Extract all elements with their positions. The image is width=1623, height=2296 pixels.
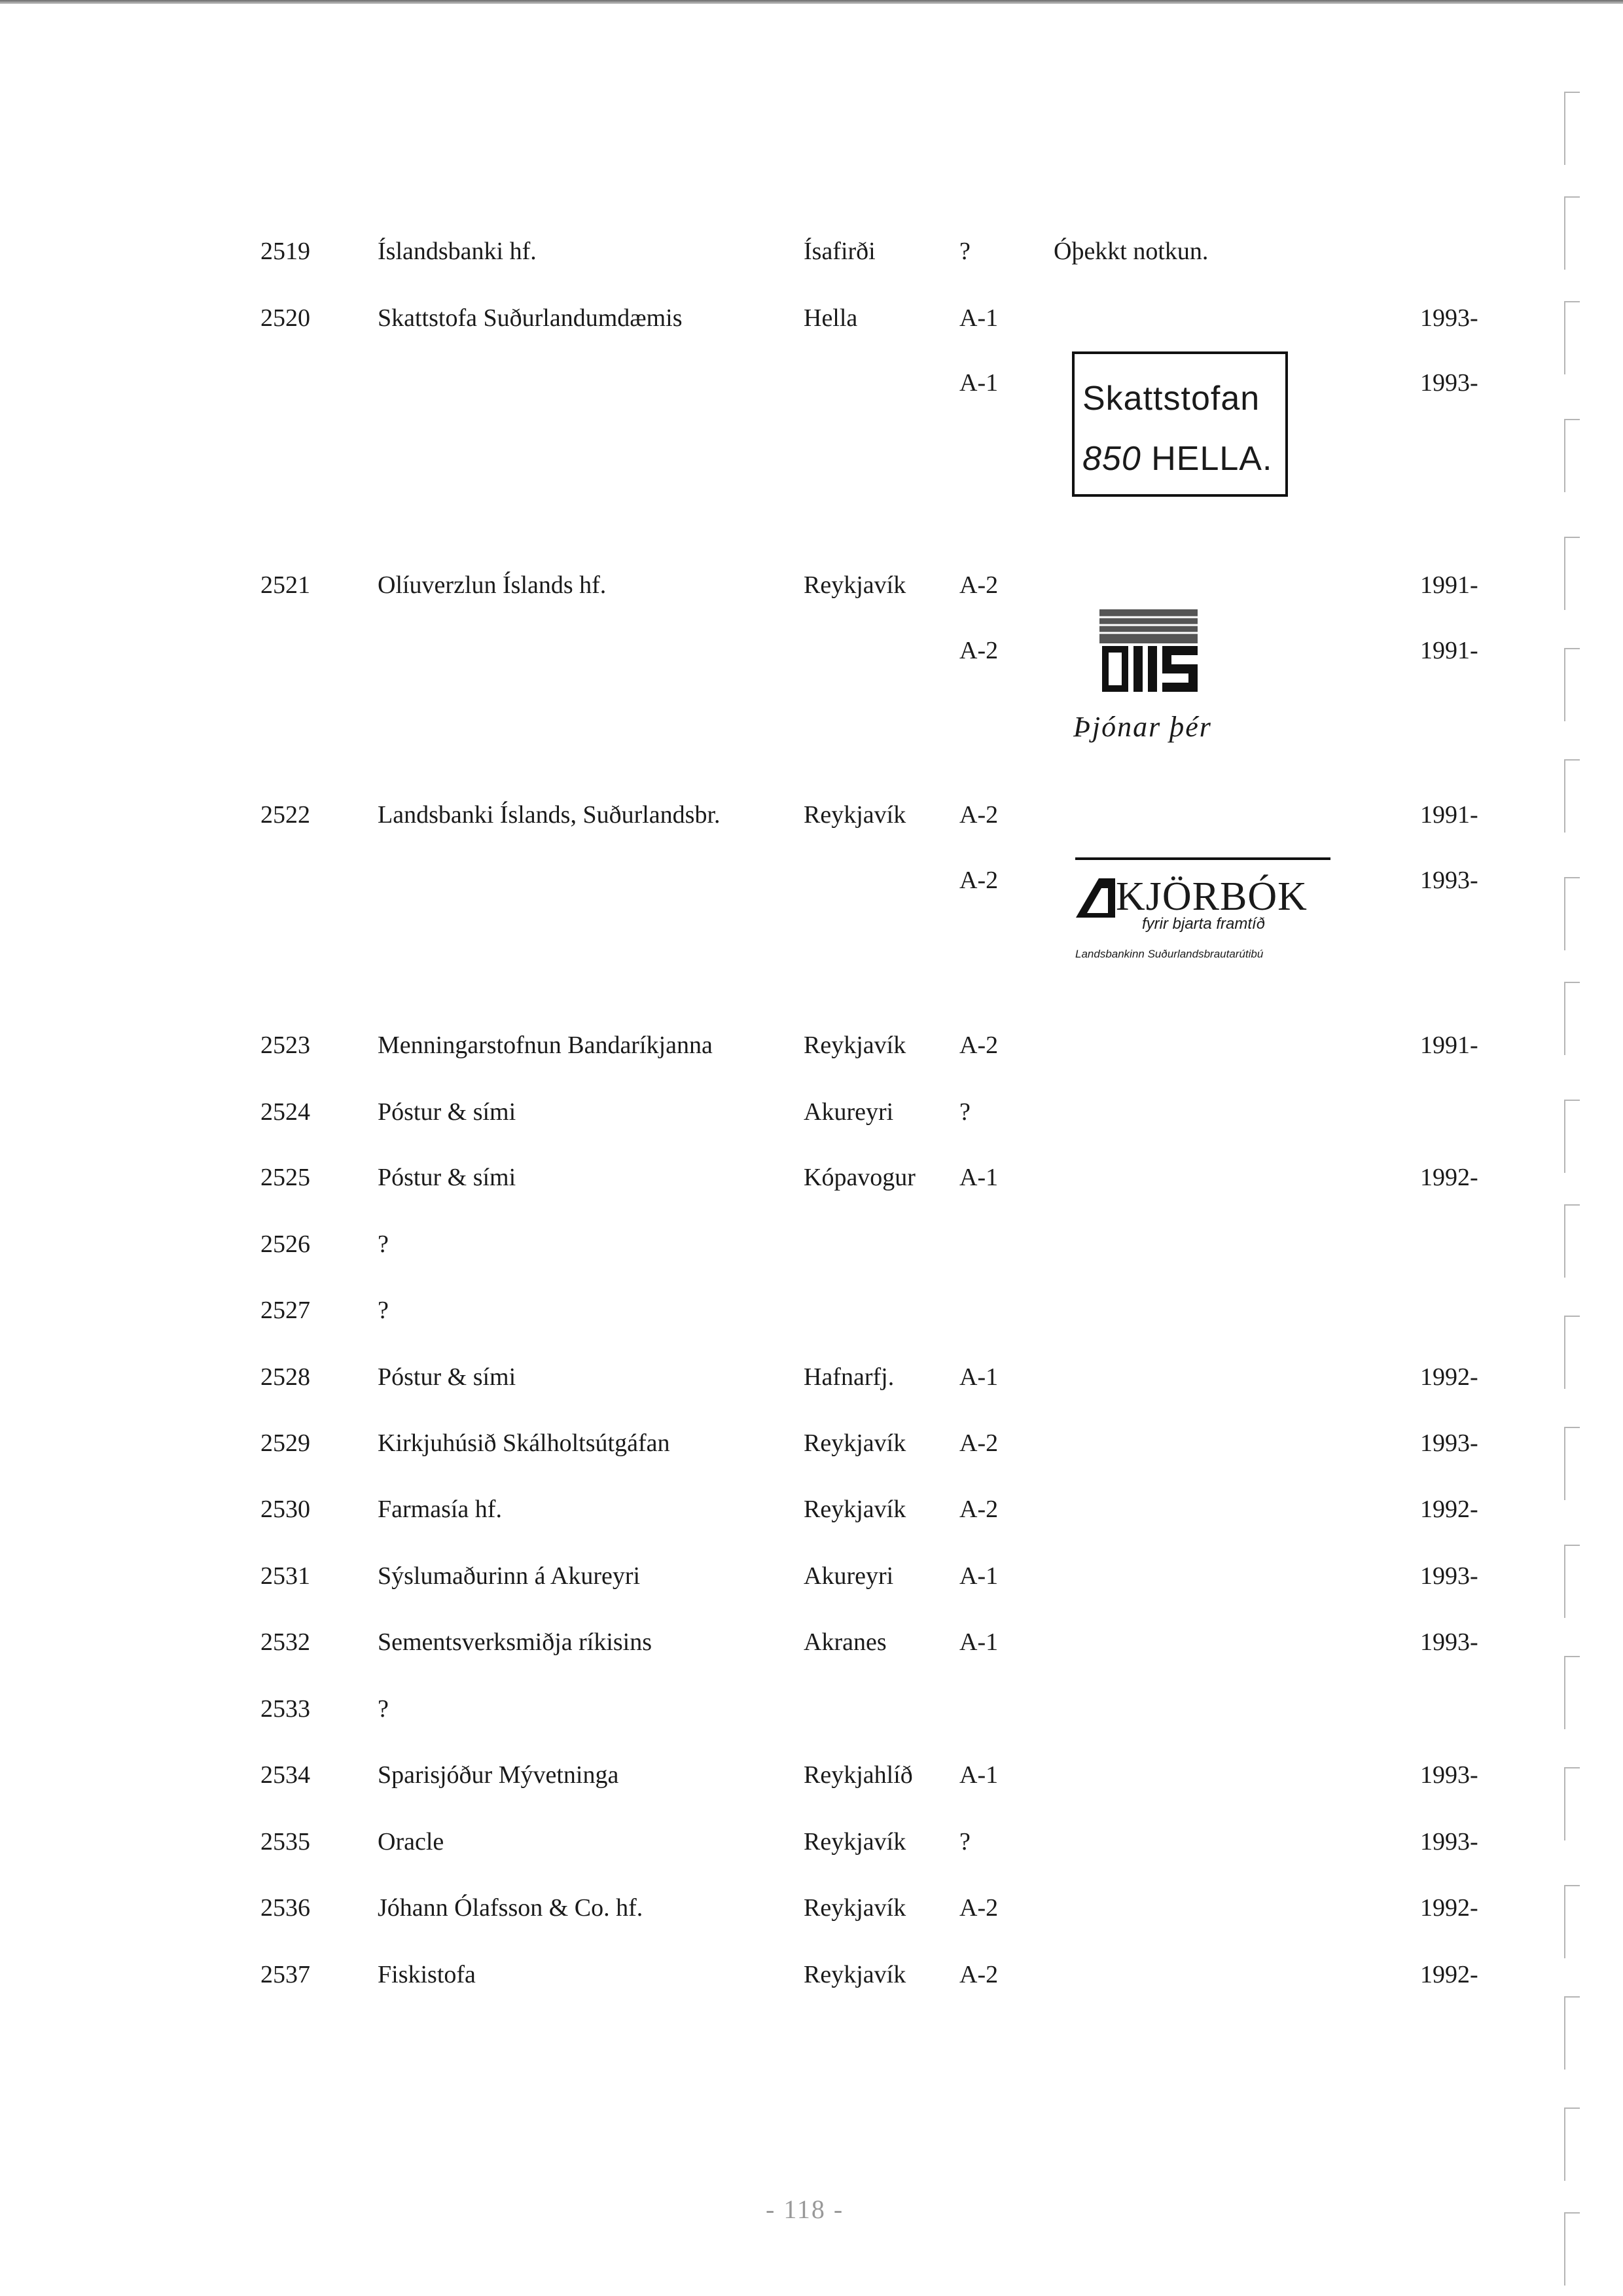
edge-tab-marker: [1564, 1204, 1580, 1278]
row-year: 1993-: [1420, 1628, 1478, 1656]
row-name: Oracle: [378, 1828, 444, 1856]
row-place: Reykjavík: [804, 571, 906, 599]
row-code: A-2: [959, 801, 999, 829]
row-year: 1993-: [1420, 867, 1478, 894]
row-year: 1993-: [1420, 304, 1478, 332]
row-num: 2536: [260, 1894, 310, 1922]
row-code: A-2: [959, 1961, 999, 1988]
edge-tab-marker: [1564, 1885, 1580, 1958]
edge-tab-marker: [1564, 1767, 1580, 1840]
edge-tab-marker: [1564, 537, 1580, 610]
row-code: A-1: [959, 1562, 999, 1590]
row-code: A-1: [959, 1164, 999, 1191]
row-code: ?: [959, 1828, 971, 1856]
edge-tab-marker: [1564, 1100, 1580, 1173]
row-year: 1991-: [1420, 801, 1478, 829]
row-num: 2535: [260, 1828, 310, 1856]
edge-tab-marker: [1564, 982, 1580, 1055]
row-code: A-1: [959, 1628, 999, 1656]
row-year: 1991-: [1420, 637, 1478, 664]
row-num: 2531: [260, 1562, 310, 1590]
row-name: Farmasía hf.: [378, 1496, 502, 1523]
row-year: 1993-: [1420, 1828, 1478, 1856]
edge-tab-marker: [1564, 1656, 1580, 1729]
row-year: 1993-: [1420, 1761, 1478, 1789]
row-year: 1991-: [1420, 571, 1478, 599]
stamp-postcode: 850: [1082, 440, 1141, 478]
row-num: 2525: [260, 1164, 310, 1191]
row-num: 2522: [260, 801, 310, 829]
edge-tab-marker: [1564, 2212, 1580, 2286]
stamp-olis-slogan: Þjónar þér: [1073, 711, 1212, 743]
edge-tab-marker: [1564, 877, 1580, 950]
row-code: A-2: [959, 637, 999, 664]
row-num: 2534: [260, 1761, 310, 1789]
row-year: 1993-: [1420, 369, 1478, 397]
row-num: 2524: [260, 1098, 310, 1126]
stamp-kjorbok-address: Landsbankinn Suðurlandsbrautarútibú: [1075, 948, 1264, 960]
row-name: Póstur & sími: [378, 1164, 516, 1191]
row-year: 1992-: [1420, 1894, 1478, 1922]
row-place: Reykjavík: [804, 1894, 906, 1922]
edge-tab-marker: [1564, 1996, 1580, 2070]
row-num: 2529: [260, 1429, 310, 1457]
row-name: Olíuverzlun Íslands hf.: [378, 571, 607, 599]
row-name: Póstur & sími: [378, 1363, 516, 1391]
stamp-kjorbok: [1070, 854, 1332, 972]
row-name: Kirkjuhúsið Skálholtsútgáfan: [378, 1429, 670, 1457]
row-name: Sparisjóður Mývetninga: [378, 1761, 619, 1789]
row-name: ?: [378, 1230, 389, 1258]
row-name: Skattstofa Suðurlandumdæmis: [378, 304, 683, 332]
row-name: ?: [378, 1695, 389, 1723]
edge-tab-marker: [1564, 648, 1580, 721]
row-place: Akureyri: [804, 1562, 894, 1590]
row-place: Reykjavík: [804, 1496, 906, 1523]
row-place: Reykjavík: [804, 1031, 906, 1059]
row-code: A-2: [959, 1894, 999, 1922]
row-code: A-1: [959, 304, 999, 332]
row-note: Óþekkt notkun.: [1054, 238, 1209, 265]
edge-tab-marker: [1564, 301, 1580, 374]
edge-tab-marker: [1564, 1427, 1580, 1500]
row-code: A-2: [959, 867, 999, 894]
stamp-skattstofan-line2: [1082, 439, 1272, 478]
row-place: Reykjavík: [804, 1429, 906, 1457]
edge-tab-marker: [1564, 1316, 1580, 1389]
row-place: Akureyri: [804, 1098, 894, 1126]
row-place: Ísafirði: [804, 238, 876, 265]
stamp-kjorbok-title: KJÖRBÓK: [1116, 874, 1308, 919]
row-num: 2526: [260, 1230, 310, 1258]
row-num: 2528: [260, 1363, 310, 1391]
row-place: Kópavogur: [804, 1164, 916, 1191]
row-num: 2533: [260, 1695, 310, 1723]
row-code: A-2: [959, 1496, 999, 1523]
row-code: ?: [959, 238, 971, 265]
row-name: Landsbanki Íslands, Suðurlandsbr.: [378, 801, 721, 829]
stamp-kjorbok-tagline: fyrir bjarta framtíð: [1142, 915, 1266, 933]
row-place: Reykjavík: [804, 1961, 906, 1988]
stamp-skattstofan-line1: Skattstofan: [1082, 380, 1260, 418]
row-num: 2527: [260, 1297, 310, 1324]
row-code: ?: [959, 1098, 971, 1126]
row-num: 2519: [260, 238, 310, 265]
stamp-olis: [1073, 605, 1257, 753]
edge-tab-marker: [1564, 92, 1580, 165]
olis-logo-icon: [1093, 605, 1204, 700]
kjorbok-emblem-icon: [1073, 875, 1118, 921]
row-num: 2532: [260, 1628, 310, 1656]
row-year: 1992-: [1420, 1164, 1478, 1191]
row-name: Íslandsbanki hf.: [378, 238, 537, 265]
row-name: Jóhann Ólafsson & Co. hf.: [378, 1894, 643, 1922]
row-code: A-2: [959, 571, 999, 599]
row-place: Reykjahlíð: [804, 1761, 913, 1789]
row-place: Akranes: [804, 1628, 887, 1656]
row-name: Póstur & sími: [378, 1098, 516, 1126]
row-code: A-2: [959, 1031, 999, 1059]
row-num: 2521: [260, 571, 310, 599]
row-code: A-1: [959, 1761, 999, 1789]
row-year: 1992-: [1420, 1496, 1478, 1523]
row-year: 1991-: [1420, 1031, 1478, 1059]
row-year: 1993-: [1420, 1562, 1478, 1590]
row-place: Reykjavík: [804, 1828, 906, 1856]
edge-tab-marker: [1564, 2108, 1580, 2181]
row-year: 1992-: [1420, 1961, 1478, 1988]
row-num: 2523: [260, 1031, 310, 1059]
edge-tab-marker: [1564, 196, 1580, 270]
page-number: - 118 -: [766, 2195, 844, 2224]
row-name: Sementsverksmiðja ríkisins: [378, 1628, 652, 1656]
stamp-town: HELLA.: [1141, 440, 1273, 478]
row-name: ?: [378, 1297, 389, 1324]
row-code: A-2: [959, 1429, 999, 1457]
row-place: Reykjavík: [804, 801, 906, 829]
row-num: 2530: [260, 1496, 310, 1523]
row-code: A-1: [959, 1363, 999, 1391]
row-name: Sýslumaðurinn á Akureyri: [378, 1562, 641, 1590]
edge-tab-marker: [1564, 419, 1580, 492]
stamp-skattstofan: [1072, 351, 1288, 497]
row-code: A-1: [959, 369, 999, 397]
stamp-kjorbok-rule: [1075, 857, 1330, 860]
scan-top-edge: [0, 0, 1623, 4]
edge-tab-marker: [1564, 1545, 1580, 1618]
row-num: 2537: [260, 1961, 310, 1988]
row-place: Hafnarfj.: [804, 1363, 895, 1391]
row-year: 1992-: [1420, 1363, 1478, 1391]
row-year: 1993-: [1420, 1429, 1478, 1457]
row-place: Hella: [804, 304, 858, 332]
edge-tab-marker: [1564, 759, 1580, 833]
row-num: 2520: [260, 304, 310, 332]
row-name: Fiskistofa: [378, 1961, 476, 1988]
row-name: Menningarstofnun Bandaríkjanna: [378, 1031, 713, 1059]
